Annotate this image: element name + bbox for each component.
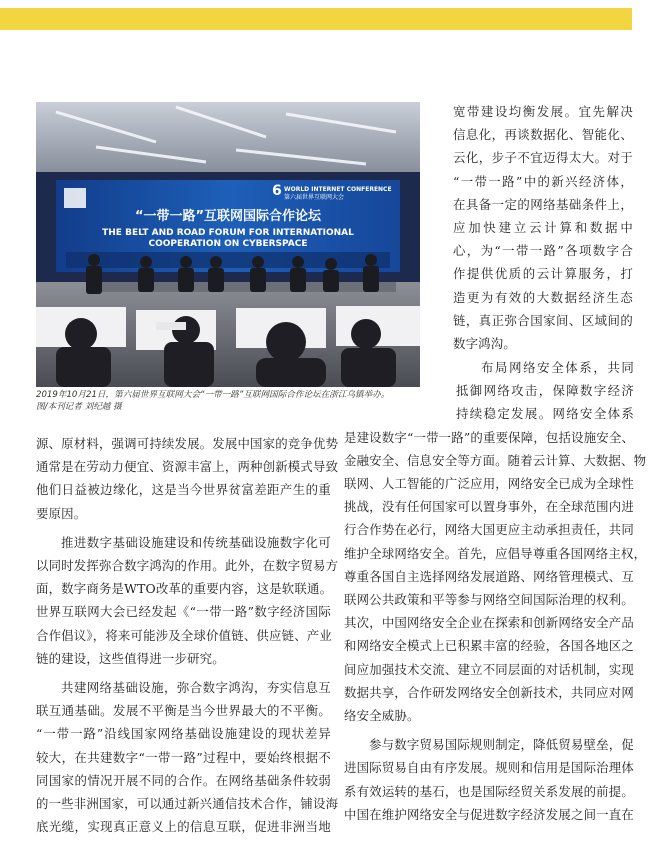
screen-title-en-2: COOPERATION ON CYBERSPACE <box>148 239 308 249</box>
screen-conf-cn: 第六届世界互联网大会 <box>284 194 345 201</box>
text-line: 联互通基础。发展不平衡是当今世界最大的不平衡。 <box>36 703 331 719</box>
text-line: 维护全球网络安全。首先，应倡导尊重各国网络主权， <box>344 545 647 561</box>
text-line: 抵御网络攻击，保障数字经济 <box>456 383 634 399</box>
screen-conf-title: WORLD INTERNET CONFERENCE <box>284 186 392 193</box>
top-color-bar <box>0 8 632 30</box>
paragraph-infrastructure <box>36 531 339 670</box>
text-line: 其次，中国网络安全企业在探索和创新网络安全产品 <box>344 615 634 631</box>
text-line: 云化，步子不宜迈得太大。对于 <box>453 150 633 166</box>
text-line: 宽带建设均衡发展。宜先解决 <box>453 104 633 119</box>
text-line: “一带一路”沿线国家网络基础设施建设的现状差异 <box>36 726 331 742</box>
text-line: “一带一路”中的新兴经济体， <box>453 173 633 189</box>
right-column-main <box>344 356 647 826</box>
text-line: 信息化，再谈数据化、智能化、 <box>453 127 633 143</box>
paragraph-security <box>344 426 647 728</box>
paragraph-trade-rules <box>344 733 634 826</box>
paragraph-development <box>36 432 339 525</box>
text-line: 他们日益被边缘化，这是当今世界贫富差距产生的重 <box>36 482 331 498</box>
text-line: 共建网络基础设施，弥合数字鸿沟，夯实信息互 <box>61 680 331 696</box>
text-line: 金融安全、信息安全等方面。随着云计算、大数据、物 <box>344 452 647 468</box>
screen-title-en-1: THE BELT AND ROAD FORUM FOR INTERNATIONAL <box>102 228 354 238</box>
paragraph-security-intro <box>344 356 634 426</box>
right-column-top <box>453 100 633 355</box>
text-line: 联网公共政策和平等参与网络空间国际治理的权利。 <box>344 592 634 608</box>
text-line: 是建设数字“一带一路”的重要保障，包括设施安全、 <box>344 429 635 445</box>
text-line: 链的建设，这些值得进一步研究。 <box>36 650 225 666</box>
text-line: 挑战，没有任何国家可以置身事外，在全球范围内进 <box>344 499 634 515</box>
text-line: 推进数字基础设施建设和传统基础设施数字化可 <box>61 534 331 550</box>
text-line: 源、原材料，强调可持续发展。发展中国家的竞争优势 <box>36 436 339 451</box>
text-line: 间应加强技术交流、建立不同层面的对话机制，实现 <box>344 661 634 677</box>
text-line: 行合作势在必行，网络大国更应主动承担责任，共同 <box>344 522 634 538</box>
text-line: 造更为有效的大数据经济生态 <box>453 289 633 305</box>
text-line: 面，数字商务是WTO改革的重要内容，这是软联通。 <box>36 581 333 597</box>
text-line: 在具备一定的网络基础条件上， <box>453 196 633 212</box>
text-line: 络安全威胁。 <box>344 708 420 724</box>
text-line: 进国际贸易自由有序发展。规则和信用是国际治理体 <box>344 760 634 776</box>
text-line: 要原因。 <box>36 505 87 521</box>
screen-badge: 6 <box>272 183 282 199</box>
text-line: 同国家的情况开展不同的合作。在网络基础条件较弱 <box>36 772 331 788</box>
text-line: 通常是在劳动力便宜、资源丰富上，两种创新模式导致 <box>36 459 339 475</box>
screen-title-cn: “一带一路”互联网国际合作论坛 <box>134 209 322 224</box>
forum-photo <box>36 102 420 387</box>
text-line: 尊重各国自主选择网络发展道路、网络管理模式、互 <box>344 568 634 584</box>
text-line: 联网、人工智能的广泛应用，网络安全已成为全球性 <box>344 476 634 492</box>
text-line: 数据共享，合作研发网络安全创新技术，共同应对网 <box>344 684 634 700</box>
text-line: 和网络安全模式上已积累丰富的经验，各国各地区之 <box>344 638 634 654</box>
text-line: 数字鸿沟。 <box>453 336 516 352</box>
text-line: 以同时发挥弥合数字鸿沟的作用。此外，在数字贸易方 <box>36 558 339 574</box>
text-line: 应加快建立云计算和数据中 <box>453 220 633 236</box>
text-line: 心，为“一带一路”各项数字合 <box>453 243 633 259</box>
text-line: 布局网络安全体系，共同 <box>481 360 634 375</box>
paragraph-network-base <box>36 676 339 838</box>
text-line: 参与数字贸易国际规则制定，降低贸易壁垒，促 <box>369 737 634 753</box>
left-column <box>36 432 339 838</box>
text-line: 持续稳定发展。网络安全体系 <box>456 406 634 422</box>
text-line: 世界互联网大会已经发起《“一带一路”数字经济国际 <box>36 604 331 620</box>
text-line: 系有效运转的基石，也是国际经贸关系发展的前提。 <box>344 783 634 799</box>
text-line: 中国在维护网络安全与促进数字经济发展之间一直在 <box>344 806 634 822</box>
text-line: 链，真正弥合国家间、区域间的 <box>453 312 633 328</box>
text-line: 底光缆，实现真正意义上的信息互联，促进非洲当地 <box>36 819 331 835</box>
caption-line-1: 2019年10月21日，第六届世界互联网大会“一带一路”互联网国际合作论坛在浙江乌镇举办。 <box>36 390 390 400</box>
caption-line-2: 图/本刊记者 刘纪越 摄 <box>36 402 122 412</box>
text-line: 的一些非洲国家，可以通过新兴通信技术合作，铺设海 <box>36 796 339 812</box>
text-line: 合作倡议》，将来可能涉及全球价值链、供应链、产业 <box>36 627 332 643</box>
text-line: 作提供优质的云计算服务，打 <box>453 266 633 282</box>
text-line: 较大，在共建数字“一带一路”过程中，要始终根据不 <box>36 749 331 765</box>
